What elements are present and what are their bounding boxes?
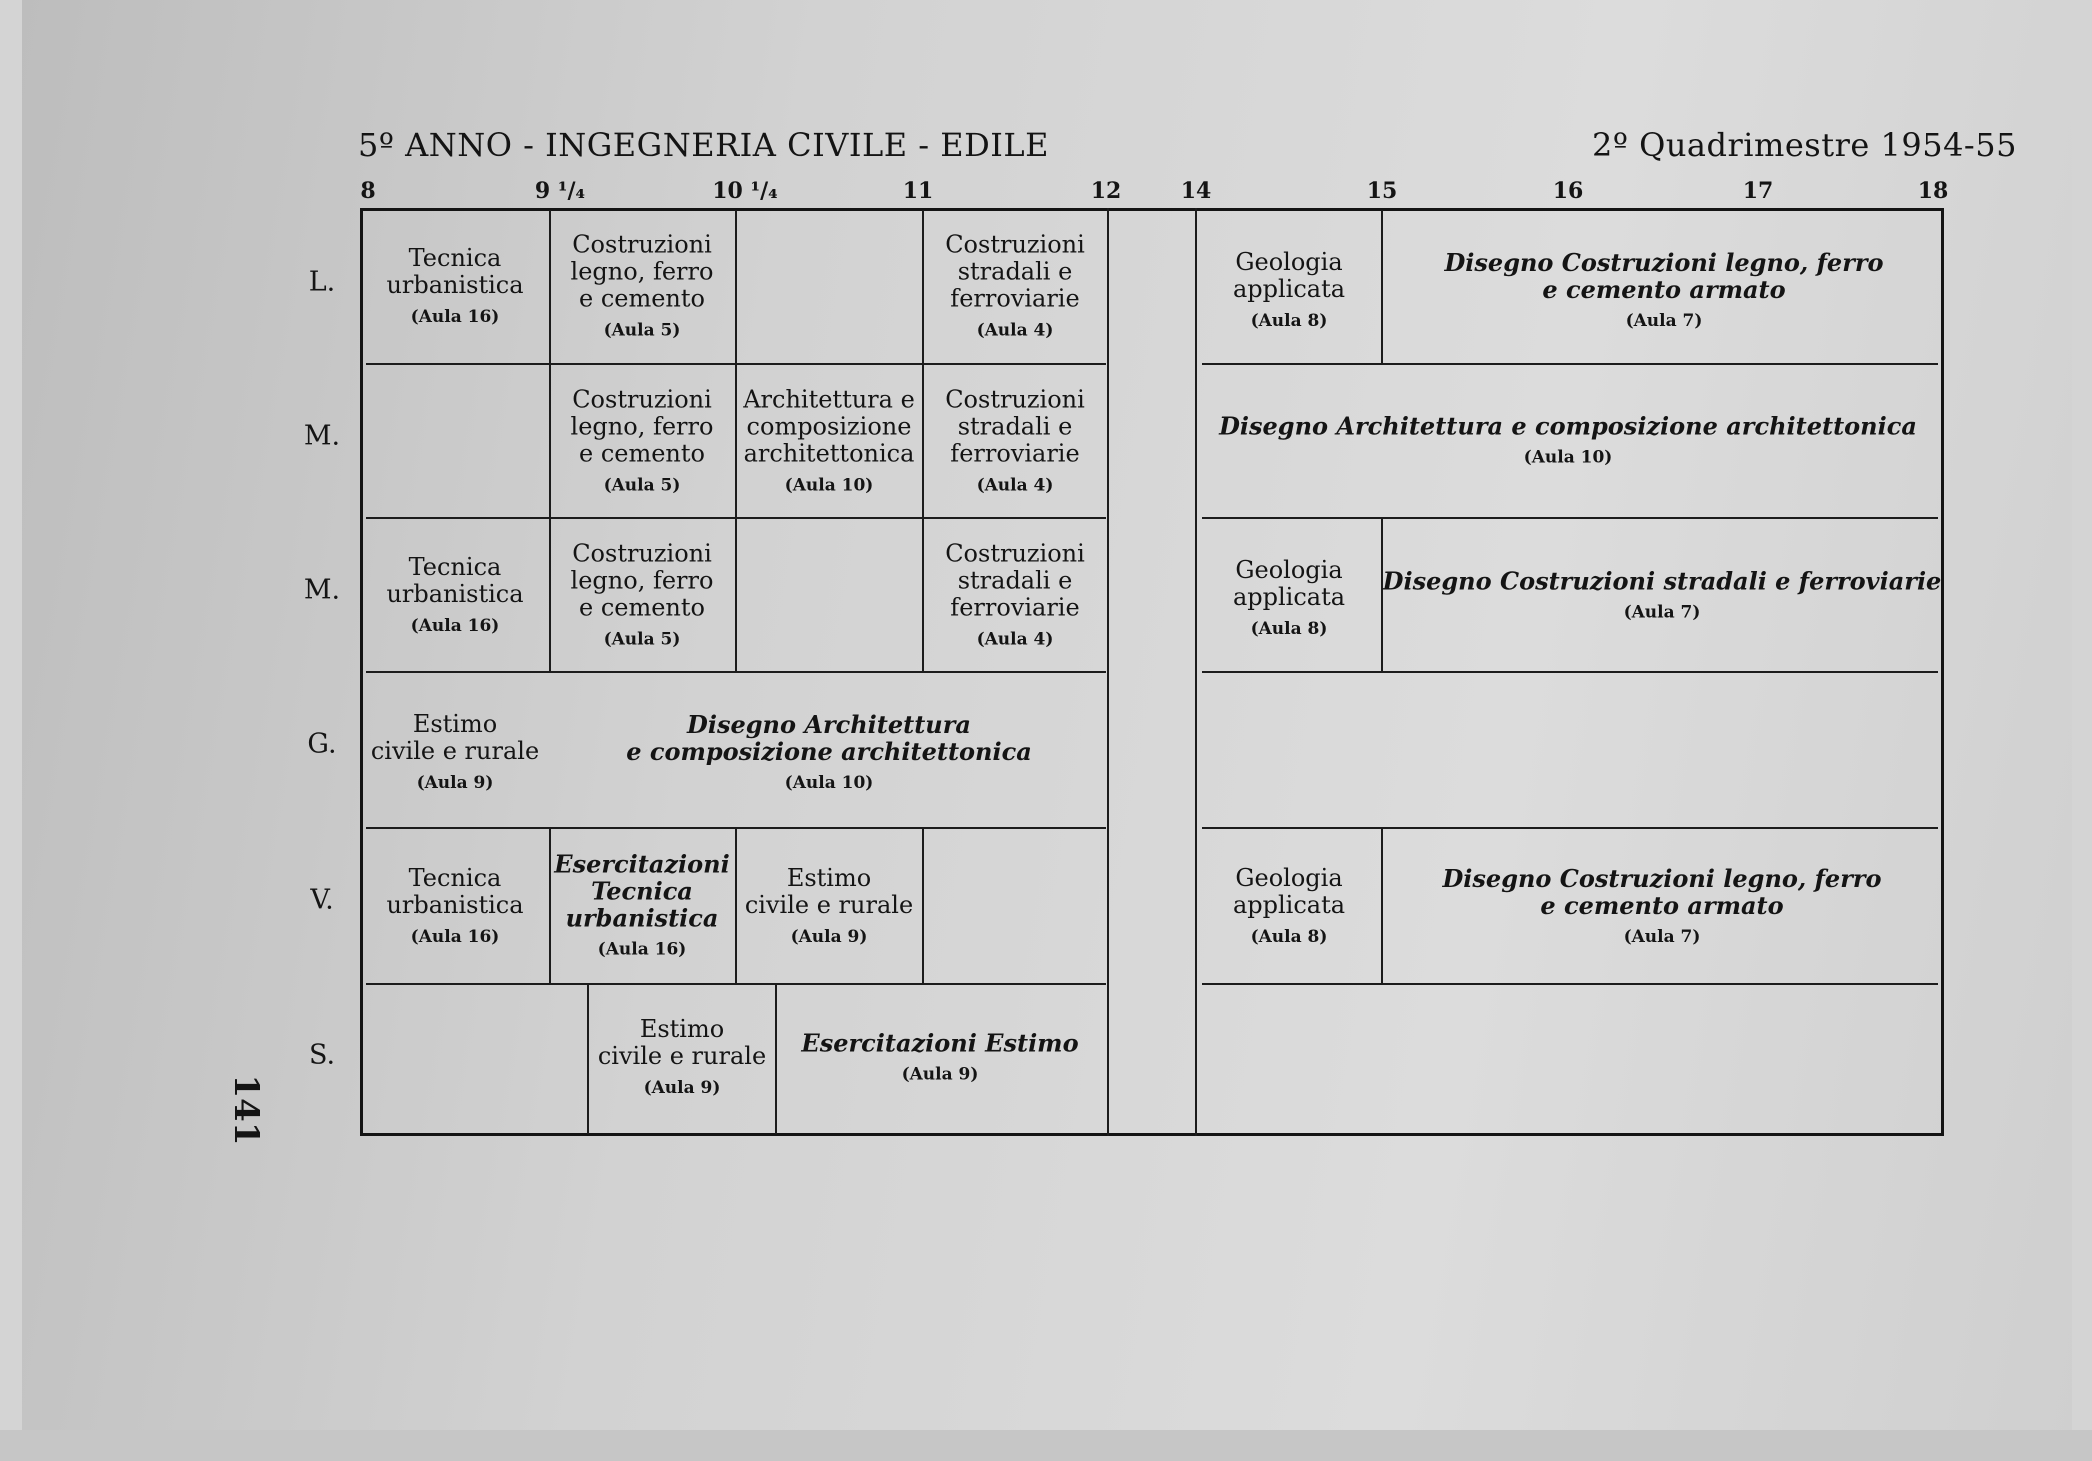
lesson-cell: Costruzioni legno, ferro e cemento (Aula 5) (570, 230, 714, 341)
page-number: 141 (226, 1074, 266, 1146)
cell-divider (922, 210, 924, 363)
column-divider-noon (1107, 208, 1109, 1136)
lesson-cell: Costruzioni stradali e ferroviarie (Aula 4) (945, 230, 1085, 341)
row-divider (366, 983, 1106, 985)
lesson-cell: Costruzioni stradali e ferroviarie (Aula 4) (945, 539, 1085, 650)
lesson-cell: Costruzioni stradali e ferroviarie (Aula 4) (945, 385, 1085, 496)
cell-divider (922, 365, 924, 517)
hour-label: 14 (1180, 178, 1212, 204)
hour-label: 16 (1552, 178, 1584, 204)
lesson-cell: Tecnica urbanistica (Aula 16) (386, 553, 524, 636)
cell-divider (922, 519, 924, 671)
lesson-cell: Costruzioni legno, ferro e cemento (Aula 5) (570, 385, 714, 496)
page-bottom-edge (0, 1430, 2092, 1461)
lesson-cell: Architettura e composizione architettonica (Aula 10) (743, 385, 915, 496)
day-label-monday: L. (308, 266, 336, 298)
hour-label: 10 ¹/₄ (712, 178, 778, 204)
lesson-cell: Costruzioni legno, ferro e cemento (Aula 5) (570, 539, 714, 650)
lesson-cell: Esercitazioni Estimo (Aula 9) (801, 1028, 1079, 1085)
cell-divider (549, 365, 551, 517)
cell-divider (735, 829, 737, 983)
day-label-saturday: S. (308, 1039, 336, 1071)
lesson-cell: Disegno Costruzioni stradali e ferroviarie (Aula 7) (1382, 566, 1942, 623)
lesson-cell: Estimo civile e rurale (Aula 9) (597, 1015, 767, 1098)
cell-divider (549, 210, 551, 363)
row-divider (1202, 671, 1938, 673)
row-divider (1202, 827, 1938, 829)
lesson-cell: Estimo civile e rurale (Aula 9) (744, 864, 914, 947)
hour-label: 18 (1917, 178, 1949, 204)
hour-label: 11 (902, 178, 934, 204)
cell-divider (1381, 829, 1383, 983)
lesson-cell: Estimo civile e rurale (Aula 9) (370, 710, 540, 793)
lesson-cell: Geologia applicata (Aula 8) (1232, 556, 1346, 639)
lesson-cell: Geologia applicata (Aula 8) (1232, 248, 1346, 331)
lesson-cell: Disegno Architettura e composizione architettonica (Aula 10) (626, 710, 1032, 793)
cell-divider (735, 210, 737, 363)
hour-label: 9 ¹/₄ (534, 178, 586, 204)
page-title: 5º ANNO - INGEGNERIA CIVILE - EDILE (358, 126, 1049, 164)
cell-divider (775, 985, 777, 1134)
row-divider (1202, 363, 1938, 365)
hour-label: 15 (1366, 178, 1398, 204)
row-divider (1202, 983, 1938, 985)
day-label-wednesday: M. (303, 574, 341, 606)
hour-label: 17 (1742, 178, 1774, 204)
cell-divider (587, 985, 589, 1134)
cell-divider (922, 829, 924, 983)
lesson-cell: Esercitazioni Tecnica urbanistica (Aula 16) (554, 849, 730, 960)
day-label-thursday: G. (307, 728, 337, 760)
day-label-friday: V. (310, 884, 334, 916)
cell-divider (735, 519, 737, 671)
lesson-cell: Tecnica urbanistica (Aula 16) (386, 864, 524, 947)
hour-label: 8 (360, 178, 376, 204)
cell-divider (549, 829, 551, 983)
lesson-cell: Disegno Costruzioni legno, ferro e cemento armato (Aula 7) (1442, 864, 1882, 947)
row-divider (1202, 517, 1938, 519)
lesson-cell: Disegno Architettura e composizione architettonica (Aula 10) (1219, 411, 1917, 468)
cell-divider (735, 365, 737, 517)
lesson-cell: Tecnica urbanistica (Aula 16) (386, 244, 524, 327)
hour-label: 12 (1090, 178, 1122, 204)
cell-divider (549, 519, 551, 671)
day-label-tuesday: M. (303, 420, 341, 452)
cell-divider (1381, 210, 1383, 363)
column-divider-afternoon (1195, 208, 1197, 1136)
lesson-cell: Geologia applicata (Aula 8) (1232, 864, 1346, 947)
period-label: 2º Quadrimestre 1954-55 (1592, 126, 2017, 164)
lesson-cell: Disegno Costruzioni legno, ferro e cemento armato (Aula 7) (1444, 248, 1884, 331)
row-divider (366, 671, 1106, 673)
